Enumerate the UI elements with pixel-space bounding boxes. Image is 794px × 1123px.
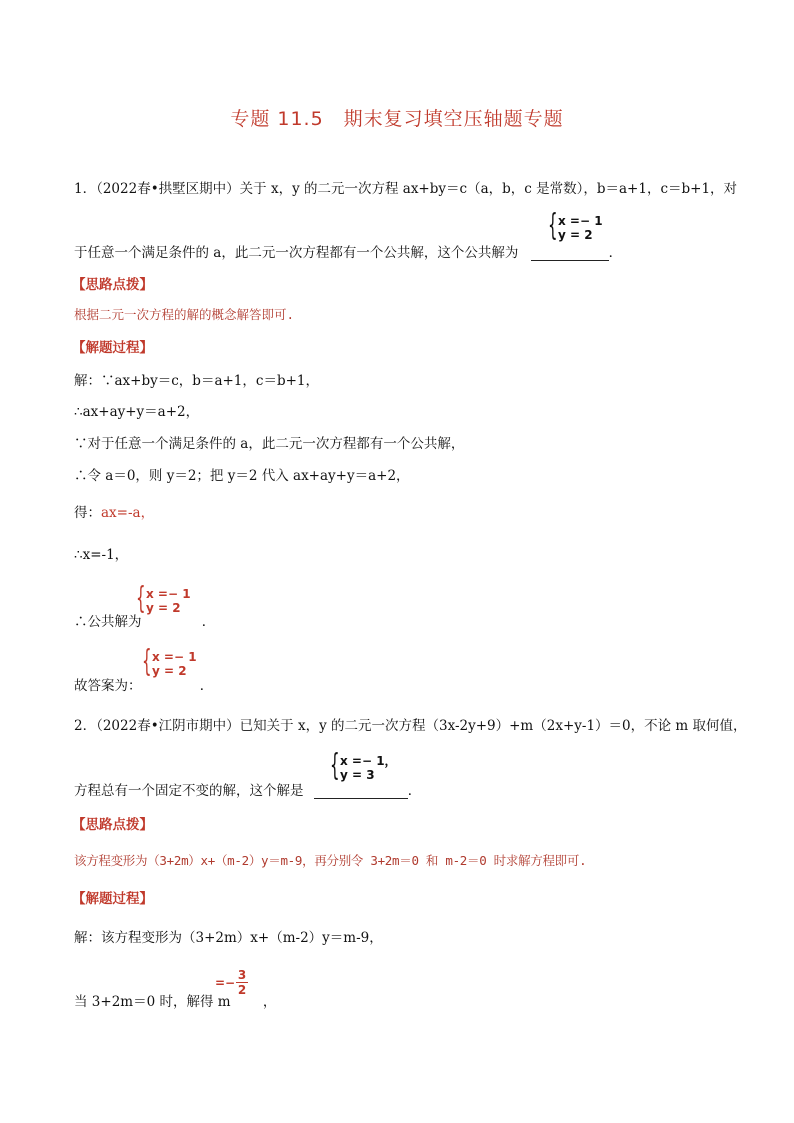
fraction-denominator: 2 [237,983,247,997]
punct: ． [608,245,623,261]
answer-1-x: x =− 1 [558,214,603,228]
common-label: ∴公共解为 [74,614,142,630]
answer-2-system [330,748,410,784]
question-1-text: 于任意一个满足条件的 a，此二元一次方程都有一个公共解，这个公共解为 [74,245,519,261]
process-tag-2: 【解题过程】 [72,891,153,907]
process-tag-1: 【解题过程】 [72,340,153,356]
common-x: x =− 1 [146,587,191,601]
punct: ， [262,994,277,1010]
question-2-text: 方程总有一个固定不变的解，这个解是 [74,783,304,799]
brace-icon: { [330,748,340,783]
q1-step-4: ∴令 a＝0，则 y＝2；把 y＝2 代入 ax+ay+y＝a+2， [74,468,410,484]
common-solution-system [136,581,196,617]
brace-icon: { [136,581,146,616]
answer-blank-2 [314,782,408,799]
brace-icon: { [142,644,152,679]
q1-answer: 故答案为： ． [74,678,214,694]
step-label: 当 3+2m＝0 时，解得 m [74,994,231,1010]
final-y: y = 2 [152,664,187,678]
answer-2-y: y = 3 [340,768,375,782]
hint-text-1: 根据二元一次方程的解的概念解答即可. [74,307,295,322]
step-value: ax=-a， [101,505,155,521]
q1-common-solution: ∴公共解为 ． [74,614,216,630]
q1-step-3: ∵对于任意一个满足条件的 a，此二元一次方程都有一个公共解， [74,436,465,452]
question-2-line-1: 2．（2022春•江阴市期中）已知关于 x，y 的二元一次方程（3x-2y+9）+m（2x+y-1）＝0，不论 m 取何值， [74,718,747,734]
eq-minus: =− [215,976,236,990]
question-1-line-1: 1．（2022春•拱墅区期中）关于 x，y 的二元一次方程 ax+by＝c（a，b，c 是常数），b＝a+1，c＝b+1，对 [74,181,738,197]
step-label: 得： [74,505,101,521]
answer-1-y: y = 2 [558,228,593,242]
answer-blank-1 [531,244,609,261]
fraction [236,968,248,997]
brace-icon: { [548,208,558,243]
q1-step-5 [74,501,154,521]
question-1-line-2 [74,241,622,261]
answer-label: 故答案为： [74,678,142,694]
page-title: 专题 11.5 期末复习填空压轴题专题 [230,108,564,130]
hint-tag-2: 【思路点拨】 [72,817,153,833]
answer-2-x: x =− 1， [340,754,397,768]
final-x: x =− 1 [152,650,197,664]
fraction-numerator: 3 [237,968,247,982]
common-y: y = 2 [146,601,181,615]
answer-1-system [548,208,618,244]
answer-1-final-system [142,644,202,680]
punct: ． [407,783,422,799]
q1-step-2: ∴ax+ay+y＝a+2， [74,404,200,420]
hint-tag-1: 【思路点拨】 [72,277,153,293]
q1-step-1: 解：∵ax+by＝c，b＝a+1，c＝b+1， [74,373,319,389]
q1-step-6: ∴x=-1， [74,547,129,563]
hint-text-2: 该方程变形为（3+2m）x+（m-2）y＝m-9，再分别令 3+2m＝0 和 m-2＝0 时求解方程即可. [74,853,587,868]
q2-step-1: 解：该方程变形为（3+2m）x+（m-2）y＝m-9， [74,930,383,946]
